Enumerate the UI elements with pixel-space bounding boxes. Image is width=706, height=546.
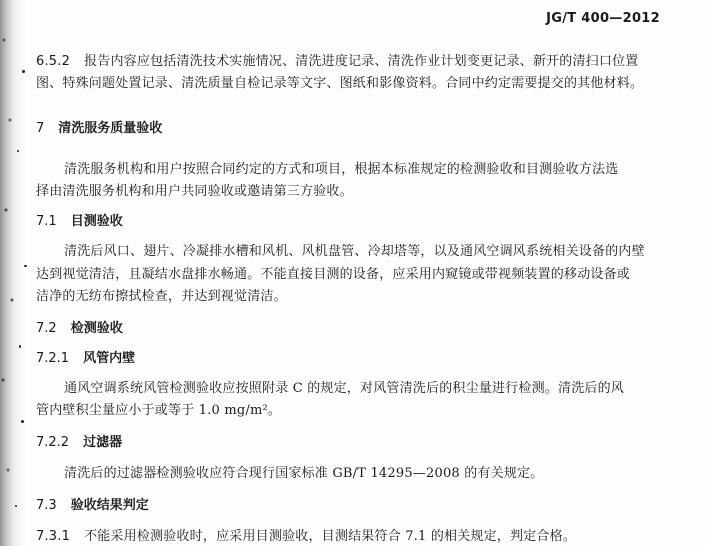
clause-7-3-1 bbox=[36, 525, 576, 544]
scan-speck bbox=[15, 505, 17, 507]
section-7-1-line3 bbox=[36, 285, 287, 304]
clause-text: 不能采用检测验收时，应采用目测验收，目测结果符合 7.1 的相关规定，判定合格。 bbox=[84, 529, 577, 544]
section-title: 过滤器 bbox=[83, 435, 123, 450]
section-title: 验收结果判定 bbox=[70, 498, 149, 513]
scan-speck bbox=[19, 345, 21, 348]
clause-text: 报告内容应包括清洗技术实施情况、清洗进度记录、清洗作业计划变更记录、新开的清扫口位置 bbox=[84, 54, 639, 69]
section-number: 7.2.1 bbox=[36, 351, 70, 366]
paragraph-text: 清洗服务机构和用户按照合同约定的方式和项目，根据本标准规定的检测验收和目测验收方法选 bbox=[64, 162, 619, 177]
section-7-1-line1 bbox=[36, 240, 645, 259]
section-7-1-line2 bbox=[36, 263, 630, 282]
section-number: 7.1 bbox=[36, 214, 57, 229]
section-7-3-heading bbox=[36, 494, 149, 513]
paragraph-text: 洁净的无纺布擦拭检查，并达到视觉清洁。 bbox=[36, 289, 287, 304]
section-7-line1 bbox=[36, 158, 618, 177]
section-7-2-1-heading bbox=[36, 347, 135, 366]
paragraph-text: 清洗后的过滤器检测验收应符合现行国家标准 GB/T 14295—2008 的有关规定。 bbox=[64, 466, 544, 481]
section-7-1-heading bbox=[36, 210, 123, 229]
section-7-2-1-line2 bbox=[36, 399, 281, 418]
standard-code: JG/T 400—2012 bbox=[546, 11, 660, 26]
section-title: 清洗服务质量验收 bbox=[58, 121, 163, 136]
section-title: 目测验收 bbox=[70, 214, 123, 229]
clause-number: 7.3.1 bbox=[36, 529, 71, 544]
clause-number: 6.5.2 bbox=[36, 54, 71, 69]
paragraph-text: 管内壁积尘量应小于或等于 1.0 mg/m²。 bbox=[36, 403, 282, 418]
section-7-2-2-heading bbox=[36, 431, 122, 450]
section-number: 7 bbox=[36, 121, 45, 136]
scan-speck bbox=[24, 265, 27, 267]
scan-speck bbox=[21, 420, 24, 423]
clause-text: 图、特殊问题处置记录、清洗质量自检记录等文字、图纸和影像资料。合同中约定需要提交的其他材料。 bbox=[36, 76, 644, 91]
section-7-heading bbox=[36, 117, 162, 136]
section-title: 风管内壁 bbox=[83, 351, 136, 366]
section-7-line2 bbox=[36, 180, 353, 199]
scan-speck bbox=[22, 70, 25, 73]
section-7-2-1-line1 bbox=[36, 377, 624, 396]
clause-6-5-2-line1 bbox=[36, 50, 638, 69]
paragraph-text: 达到视觉清洁，且凝结水盘排水畅通。不能直接目测的设备，应采用内窥镜或带视频装置的移动设备或 bbox=[36, 267, 631, 282]
section-title: 检测验收 bbox=[70, 321, 123, 336]
scan-shadow-edge bbox=[0, 0, 30, 546]
section-number: 7.3 bbox=[36, 498, 57, 513]
section-number: 7.2 bbox=[36, 321, 57, 336]
paragraph-text: 清洗后风口、翅片、冷凝排水槽和风机、风机盘管、冷却塔等，以及通风空调风系统相关设备的内壁 bbox=[64, 244, 645, 259]
scan-speck bbox=[17, 150, 19, 152]
clause-6-5-2-line2 bbox=[36, 72, 643, 91]
paragraph-text: 择由清洗服务机构和用户共同验收或邀请第三方验收。 bbox=[36, 184, 353, 199]
section-7-2-heading bbox=[36, 317, 123, 336]
section-7-2-2-line1 bbox=[36, 462, 543, 481]
paragraph-text: 通风空调系统风管检测验收应按照附录 C 的规定，对风管清洗后的积尘量进行检测。清洗后的风 bbox=[64, 381, 625, 396]
section-number: 7.2.2 bbox=[36, 435, 70, 450]
